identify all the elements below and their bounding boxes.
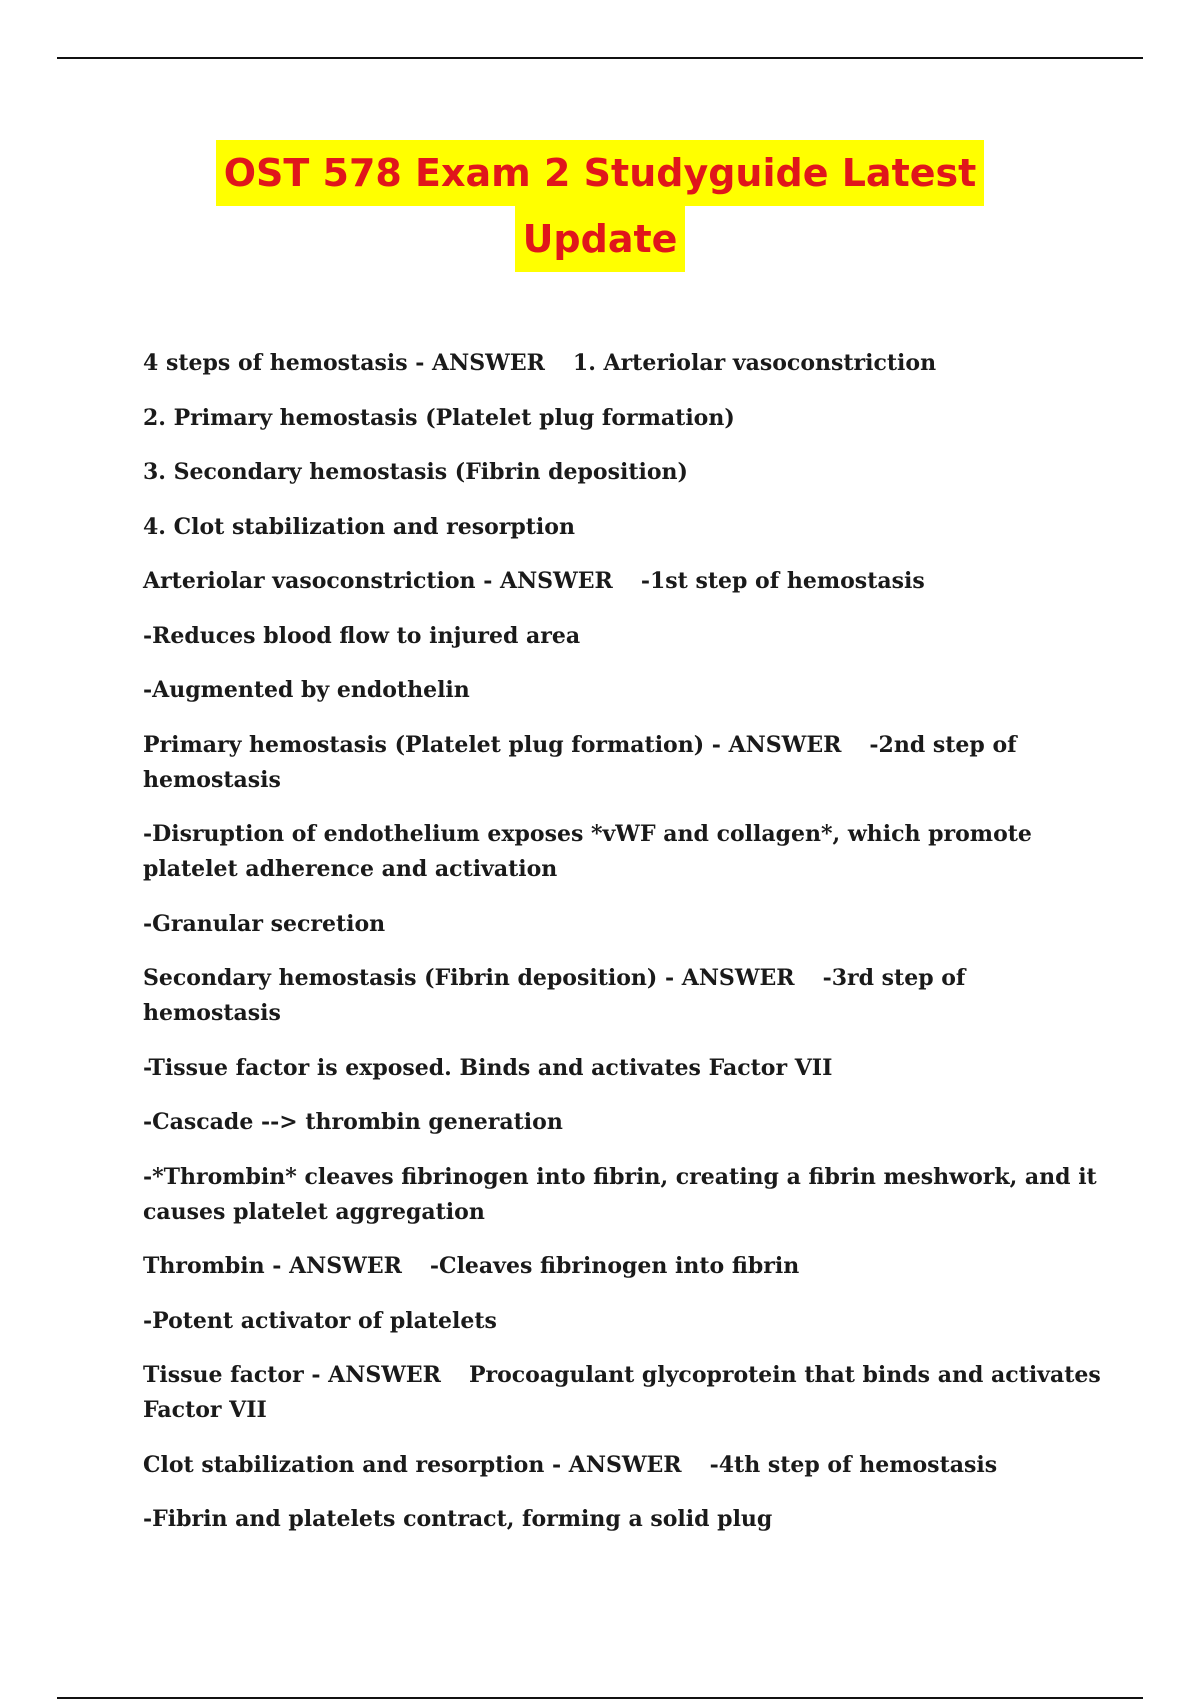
document-title — [0, 140, 1200, 272]
qa-entry — [143, 961, 1103, 1031]
question-term: Thrombin - ANSWER — [143, 1253, 402, 1279]
answer-line: -Granular secretion — [143, 910, 386, 937]
question-term: Secondary hemostasis (Fibrin deposition) - ANSWER — [143, 965, 795, 991]
answer-line: 3. Secondary hemostasis (Fibrin deposition) — [143, 459, 688, 485]
answer-text: -2nd step of hemostasis — [143, 731, 1017, 793]
answer-line: 2. Primary hemostasis (Platelet plug formation) — [143, 404, 735, 431]
answer-line: -Potent activator of platelets — [143, 1307, 497, 1334]
question-term: Arteriolar vasoconstriction - ANSWER — [143, 568, 613, 594]
answer-text: Procoagulant glycoprotein that binds and activates Factor VII — [143, 1362, 1101, 1423]
answer-line: -Cascade --> thrombin generation — [143, 1109, 563, 1135]
qa-entry — [143, 1358, 1103, 1428]
qa-entry — [143, 1448, 1103, 1483]
question-term: 4 steps of hemostasis - ANSWER — [143, 350, 545, 376]
title-line-1: OST 578 Exam 2 Studyguide Latest — [216, 140, 985, 206]
answer-line: -*Thrombin* cleaves fibrinogen into fibrin, creating a fibrin meshwork, and it causes platelet aggregation — [143, 1163, 1097, 1225]
answer-text: -4th step of hemostasis — [709, 1451, 998, 1478]
answer-line: 4. Clot stabilization and resorption — [143, 513, 575, 540]
header-rule — [57, 57, 1143, 59]
answer-line: -Fibrin and platelets contract, forming a solid plug — [143, 1506, 773, 1532]
qa-entry — [143, 728, 1103, 798]
answer-text: -1st step of hemostasis — [640, 568, 925, 594]
answer-text: -Cleaves fibrinogen into fibrin — [429, 1253, 800, 1279]
title-line-2: Update — [515, 206, 686, 272]
question-term: Clot stabilization and resorption - ANSWER — [143, 1451, 682, 1478]
answer-line: -Reduces blood flow to injured area — [143, 622, 581, 649]
footer-rule — [57, 1697, 1143, 1699]
question-term: Primary hemostasis (Platelet plug formation) - ANSWER — [143, 731, 842, 758]
answer-line: -Tissue factor is exposed. Binds and activates Factor VII — [143, 1054, 833, 1081]
answer-text: 1. Arteriolar vasoconstriction — [572, 350, 937, 376]
answer-text: -3rd step of hemostasis — [143, 965, 966, 1026]
study-guide-body — [143, 346, 1103, 1557]
qa-entry — [143, 1249, 1103, 1284]
question-term: Tissue factor - ANSWER — [143, 1362, 441, 1388]
qa-entry — [143, 346, 1103, 381]
answer-line: -Augmented by endothelin — [143, 677, 470, 703]
qa-entry — [143, 564, 1103, 599]
answer-line: -Disruption of endothelium exposes *vWF and collagen*, which promote platelet adherence and activation — [143, 821, 1032, 882]
